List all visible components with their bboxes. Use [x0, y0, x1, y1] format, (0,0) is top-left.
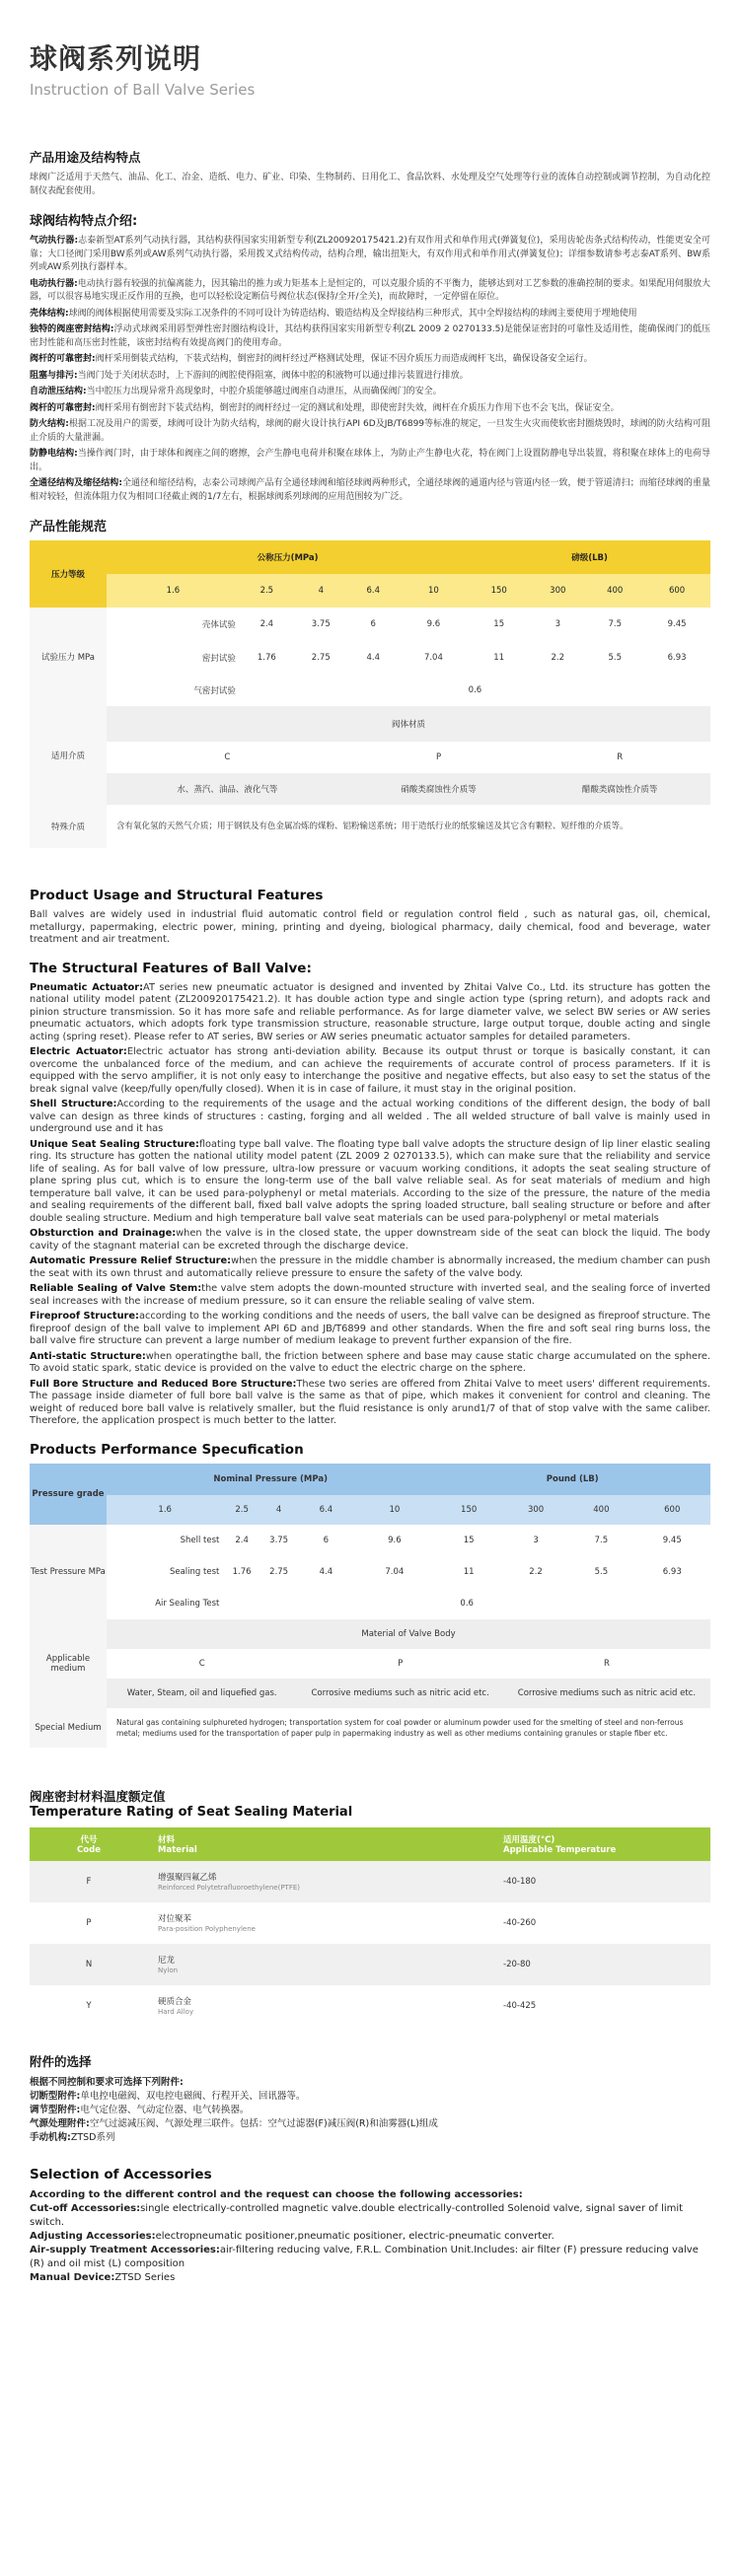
seat-material — [148, 1902, 493, 1944]
seat-material-en: Para-position Polyphenylene — [158, 1925, 256, 1933]
item-label: 阀杆的可靠密封: — [30, 354, 96, 364]
page-title-en: Instruction of Ball Valve Series — [30, 81, 256, 99]
material-code: C — [198, 1658, 205, 1669]
item-text: ZTSD系列 — [70, 2131, 115, 2143]
seal-value: 2.75 — [311, 653, 331, 663]
nominal-value: 4 — [260, 1495, 298, 1525]
seal-value: 6.93 — [667, 653, 687, 663]
item-label: 气动执行器: — [30, 236, 79, 246]
item-text: 单电控电磁阀、双电控电磁阀、行程开关、回讯器等。 — [80, 2090, 306, 2102]
pound-value: 600 — [643, 574, 710, 608]
special-medium-text: 含有氧化氢的天然气介质；用于钢铁及有色金属冶炼的煤粉、铝粉输送系统；用于造纸行业的纸浆输送及其它含有颗粒、短纤维的介质等。 — [116, 821, 629, 831]
en-perf-heading: Products Performance Specufication — [30, 1441, 304, 1458]
material-code: C — [224, 752, 231, 762]
list-item — [30, 386, 710, 399]
nominal-value: 6.4 — [348, 574, 399, 608]
list-item — [30, 2230, 710, 2244]
table-row — [30, 1944, 710, 1985]
seat-code: P — [86, 1917, 92, 1928]
pound-value: 400 — [586, 574, 643, 608]
item-label: Obsturction and Drainage: — [30, 1228, 177, 1239]
list-item — [30, 1228, 710, 1252]
item-text: when operatingthe ball, the friction between sphere and base may cause static charge accumulated on the sphere. To avoid static spark, static device is provided on the valve to educt the electric charge on the sphere. — [30, 1350, 711, 1374]
item-text: 电动执行器有较强的抗偏离能力，因其输出的推力或力矩基本上是恒定的，可以克服介质的不平衡力，能够达到对工艺参数的准确控制的要求。如果配用伺服放大器，可以很容易地实现正反作用的互换，也可以轻松设定断信号阀位状态(保持/全开/全关)，而故障时，一定停留在原位。 — [30, 278, 710, 302]
seat-material-en: Nylon — [158, 1967, 179, 1974]
seal-value: 7.04 — [423, 653, 443, 663]
item-label: 独特的阀座密封结构: — [30, 324, 114, 334]
en-section — [30, 888, 710, 1748]
item-text: 根据工况及用户的需要，球阀可设计为防火结构，球阀的耐火设计执行API 6D及JB/T6899等标准的规定，一旦发生火灾而使软密封圈烧毁时，球阀的防火结构可阻止介质的大量泄漏。 — [30, 419, 710, 443]
pressure-grade-label: 压力等级 — [30, 540, 107, 608]
seal-value: 11 — [493, 653, 505, 663]
seat-code: N — [30, 1944, 148, 1985]
shell-value: 15 — [463, 1535, 475, 1545]
item-label: 壳体结构: — [30, 308, 69, 319]
item-text: AT series new pneumatic actuator is designed and invented by Zhitai Valve Co., Ltd. its structure has gotten the national utility model patent (ZL200920175421.2). It has double action type and single action type (spring return), and adopts rack and pinion structure transmission. So it has more safe and reliable performance. As for large diameter valve, we select BW series or AW series pneumatic actuators, which adopts fork type transmission structure, reasonable structure, large output torque, double acting and single acting (spring reset). Please refer to AT series, BW series or AW series pneumatic actuator samples for detailed parameters. — [30, 981, 710, 1042]
special-medium-label: 特殊介质 — [30, 805, 107, 848]
code-header — [30, 1827, 148, 1861]
material-code: P — [398, 1658, 404, 1669]
seat-temp: -40-260 — [503, 1917, 537, 1928]
seal-value: 5.5 — [594, 1566, 609, 1577]
en-structure-list — [30, 982, 710, 1428]
code-header-cn: 代号 — [80, 1834, 98, 1845]
accessories-cn — [30, 2052, 710, 2145]
list-item — [30, 418, 710, 445]
item-text: the valve stem adopts the down-mounted structure with inverted seal, and the sealing force of inverted seal increases with the increase of medium pressure, so it can ensure the reliable sealing of valve stem. — [30, 1283, 710, 1307]
item-label: 防火结构: — [30, 419, 69, 429]
list-item — [30, 370, 710, 384]
list-item — [30, 2076, 710, 2090]
list-item — [30, 1283, 710, 1308]
shell-test-label: 壳体试验 — [201, 620, 236, 630]
seal-test-label: 密封试验 — [201, 654, 236, 664]
seat-code: F — [30, 1861, 148, 1902]
en-structure-heading: The Structural Features of Ball Valve: — [30, 960, 312, 976]
item-label: 防静电结构: — [30, 449, 78, 459]
item-label: 阀杆的可靠密封: — [30, 402, 96, 413]
seat-code: Y — [86, 2000, 92, 2011]
item-label: 自动泄压结构: — [30, 387, 87, 396]
item-text: 全通径和缩径结构，志泰公司球阀产品有全通径球阀和缩径球阀两种形式，全通径球阀的通道内径与管道内径一致，便于管道清扫；而缩径球阀的重量相对较轻，但流体阻力仅为相同口径截止阀的1/7左右，根据球阀系列球阀的应用范围较为广泛。 — [30, 478, 710, 502]
item-text: 电气定位器、气动定位器、电气转换器。 — [80, 2104, 250, 2115]
list-item — [30, 1311, 710, 1348]
list-item — [30, 323, 710, 350]
seat-material-en: Reinforced Polytetrafluoroethylene(PTFE) — [158, 1884, 301, 1892]
material-header-en: Material — [158, 1844, 197, 1855]
shell-value: 3.75 — [269, 1535, 289, 1545]
accessories-en — [30, 2167, 710, 2285]
nominal-value: 1.6 — [107, 1495, 223, 1525]
item-label: 全通径结构及缩径结构: — [30, 478, 122, 488]
en-perf-table — [30, 1464, 710, 1748]
item-text: 球阀的阀体根据使用需要及实际工况条件的不同可设计为铸造结构、锻造结构及全焊接结构三种形式，其中全焊接结构的球阀主要使用于埋地使用 — [68, 308, 637, 319]
applicable-medium-label: 适用介质 — [30, 706, 107, 805]
seal-value: 2.2 — [529, 1566, 543, 1577]
list-item — [30, 1255, 710, 1280]
shell-value: 9.6 — [426, 619, 441, 629]
item-label: Manual Device: — [30, 2271, 115, 2283]
medium-value: Corrosive mediums such as nitric acid etc. — [297, 1679, 503, 1708]
pound-value: 150 — [434, 1495, 503, 1525]
nominal-value: 10 — [354, 1495, 434, 1525]
item-label: 根据不同控制和要求可选择下列附件: — [30, 2076, 184, 2088]
acc-cn-list — [30, 2076, 710, 2145]
temp-header-en: Applicable Temperature — [503, 1844, 617, 1855]
page-title-cn: 球阀系列说明 — [30, 42, 202, 75]
material-code: P — [435, 752, 442, 762]
item-text: ZTSD Series — [114, 2271, 176, 2283]
en-intro-heading: Product Usage and Structural Features — [30, 888, 324, 903]
list-item — [30, 2244, 710, 2271]
item-text: according to the working conditions and the needs of users, the ball valve can be designed as fireproof structure. The fireproof design of the ball valve to implement API 6D and JB/T6899 and other standards. When the fire and soft seal ring burns loss, the ball valve fire structure can prevent a large number of medium leakage to prevent further expansion of the fire. — [30, 1311, 710, 1346]
medium-value: 醋酸类腐蚀性介质等 — [529, 773, 710, 805]
item-text: 空气过滤减压阀、气源处理三联件。包括：空气过滤器(F)减压阀(R)和油雾器(L)组成 — [89, 2117, 438, 2129]
list-item — [30, 1099, 710, 1136]
air-test-label: 气密封试验 — [193, 686, 236, 696]
item-text: floating type ball valve. The floating type ball valve adopts the structure design of lip liner elastic sealing ring. Its structure has gotten the national utility model patent (ZL 2009 2 0270133.5), which can make sure that the reliability and service life of sealing. As for ball valve of low pressure, ultra-low pressure or vacuum working conditions, it adopts the seat sealing structure of plane spring plus cut, which is to ensure the long-term use of the ball valve reliable seal. As for seat materials of medium and high temperature ball valve, it can be used para-polyphenyl or metal materials. According to the size of the pressure, the nature of the media and sealing requirements of the different ball, fixed ball valve adopts the spring loaded structure, ball sealing structure or before and after double sealing structure. Medium and high temperature ball valve seat materials can be used para-polyphenyl or metal materials — [30, 1138, 710, 1224]
item-label: Air-supply Treatment Accessories: — [30, 2244, 220, 2255]
seat-material-cn: 对位聚苯 — [158, 1914, 192, 1924]
cn-intro-text: 球阀广泛适用于天然气、油品、化工、冶金、造纸、电力、矿业、印染、生物制药、日用化工、食品饮料、水处理及空气处理等行业的流体自动控制或调节控制，为自动化控制仪表配套使用。 — [30, 173, 710, 196]
table-row — [30, 1902, 710, 1944]
applicable-medium-label: Applicable medium — [30, 1619, 107, 1708]
air-test-value: 0.6 — [460, 1598, 474, 1609]
item-label: Electric Actuator: — [30, 1046, 127, 1057]
item-text: 当操作阀门时，由于球体和阀座之间的磨擦，会产生静电电荷并积聚在球体上，为防止产生静电火花，特在阀门上设置防静电导出装置，将积聚在球体上的电荷导出。 — [30, 449, 710, 472]
shell-value: 3.75 — [311, 619, 331, 629]
seal-value: 6.93 — [662, 1566, 682, 1577]
body-material-label: Material of Valve Body — [107, 1619, 710, 1649]
list-item — [30, 353, 710, 367]
item-text: 阀杆采用倒装式结构，下装式结构，倒密封的阀杆经过严格测试处理，保证不因介质压力而造成阀杆飞出，确保设备安全运行。 — [95, 354, 593, 364]
item-label: 阻塞与排污: — [30, 370, 78, 381]
shell-value: 2.4 — [259, 619, 274, 629]
item-text: These two series are offered from Zhitai Valve to meet users' different requirements. The passage inside diameter of full bore ball valve is the same as that of pipe, which makes it convenient for control and cleaning. The weight of reduced bore ball valve is relatively smaller, but the fluid resistance is only arund1/7 of that of stop valve with the same caliber. Therefore, the application prospect is much better to the latter. — [30, 1378, 710, 1426]
seat-section — [30, 1787, 710, 2027]
item-label: Unique Seat Sealing Structure: — [30, 1138, 199, 1150]
list-item — [30, 1046, 710, 1096]
list-item — [30, 1139, 710, 1226]
special-medium-text: Natural gas containing sulphureted hydrogen; transportation system for coal powder or aluminum powder used for the smelting of steel and non-ferrous metal; mediums used for the transportation of paper pulp in papermaking industry as well as other mediums containing granules or staple fiber etc. — [116, 1717, 684, 1738]
seat-material-cn: 尼龙 — [158, 1956, 176, 1966]
seal-value: 1.76 — [232, 1566, 252, 1577]
shell-value: 2.4 — [235, 1535, 249, 1545]
seat-heading-en: Temperature Rating of Seat Sealing Material — [30, 1804, 353, 1820]
seat-table — [30, 1827, 710, 2027]
item-label: Anti-static Structure: — [30, 1350, 146, 1362]
seat-material — [148, 1985, 493, 2027]
nominal-pressure-header: 公称压力(MPa) — [107, 540, 469, 574]
seat-heading-cn: 阀座密封材料温度额定值 — [30, 1788, 166, 1804]
seal-value: 4.4 — [366, 653, 380, 663]
nominal-value: 10 — [399, 574, 469, 608]
item-label: Full Bore Structure and Reduced Bore Structure: — [30, 1378, 297, 1390]
seat-material-en: Hard Alloy — [158, 2008, 194, 2016]
list-item — [30, 2188, 710, 2202]
pound-value: 150 — [469, 574, 529, 608]
shell-value: 6 — [323, 1535, 330, 1545]
shell-value: 7.5 — [594, 1535, 609, 1545]
nominal-value: 4 — [294, 574, 348, 608]
list-item — [30, 235, 710, 275]
seal-value: 4.4 — [319, 1566, 333, 1577]
item-label: Automatic Pressure Relief Structure: — [30, 1255, 232, 1266]
list-item — [30, 278, 710, 305]
seat-material — [148, 1944, 493, 1985]
pound-value: 300 — [529, 574, 586, 608]
item-text: single electrically-controlled magnetic valve.double electrically-controlled Solenoid valve, signal saver of limit switch. — [30, 2202, 684, 2228]
seal-value: 11 — [463, 1566, 475, 1577]
seat-temp: -40-425 — [503, 2000, 537, 2011]
item-label: Pneumatic Actuator: — [30, 981, 144, 993]
shell-value: 9.45 — [667, 619, 687, 629]
item-label: 电动执行器: — [30, 278, 78, 289]
cn-perf-table — [30, 540, 710, 848]
seat-material-cn: 增强聚四氟乙烯 — [158, 1873, 217, 1883]
medium-value: 水、蒸汽、油品、液化气等 — [107, 773, 348, 805]
item-text: Electric actuator has strong anti-deviation ability. Because its output thrust or torque is basically constant, it can overcome the unbalanced force of the medium, and can achieve the requirements of accurate control of process parameters. If it is equipped with the servo amplifier, it is not only easy to interchange the positive and negative effects, but also easy to set the status of the break signal valve (keep/fully open/fully closed). When it is in case of failure, it must stay in the original position. — [30, 1046, 710, 1095]
list-item — [30, 2271, 710, 2285]
list-item — [30, 1379, 710, 1428]
material-header — [148, 1827, 493, 1861]
pound-value: 600 — [634, 1495, 710, 1525]
temp-header — [493, 1827, 710, 1861]
seal-value: 7.04 — [385, 1566, 405, 1577]
list-item — [30, 308, 710, 322]
seat-material — [148, 1861, 493, 1902]
pound-header: Pound (LB) — [434, 1464, 710, 1495]
list-item — [30, 402, 710, 416]
cn-perf-heading: 产品性能规范 — [30, 520, 108, 535]
item-label: Shell Structure: — [30, 1099, 117, 1109]
page-header — [30, 0, 710, 138]
acc-en-heading: Selection of Accessories — [30, 2166, 212, 2182]
test-pressure-label: Test Pressure MPa — [30, 1525, 107, 1619]
item-label: Fireproof Structure: — [30, 1311, 139, 1322]
medium-value: Water, Steam, oil and liquefied gas. — [107, 1679, 297, 1708]
shell-value: 9.45 — [662, 1535, 682, 1545]
cn-structure-heading: 球阀结构特点介绍: — [30, 214, 138, 229]
nominal-value: 6.4 — [297, 1495, 354, 1525]
shell-value: 7.5 — [608, 619, 622, 629]
cn-intro-heading: 产品用途及结构特点 — [30, 150, 141, 165]
acc-en-list — [30, 2188, 710, 2285]
list-item — [30, 982, 710, 1044]
material-code: R — [604, 1658, 610, 1669]
item-label: 调节型附件: — [30, 2104, 81, 2115]
shell-value: 9.6 — [388, 1535, 402, 1545]
shell-test-label: Shell test — [180, 1535, 220, 1545]
item-text: 阀杆采用有倒密封下装式结构，倒密封的阀杆经过一定的测试和处理，即使密封失效，阀杆在介质压力作用下也不会飞出，保证安全。 — [95, 402, 620, 413]
pressure-grade-label: Pressure grade — [30, 1464, 107, 1525]
list-item — [30, 477, 710, 504]
code-header-en: Code — [77, 1844, 101, 1855]
nominal-pressure-header: Nominal Pressure (MPa) — [107, 1464, 434, 1495]
seal-value: 1.76 — [257, 653, 276, 663]
item-label: Cut-off Accessories: — [30, 2202, 141, 2214]
list-item — [30, 2104, 710, 2117]
item-text: 当中腔压力出现异常升高现象时，中腔介质能够越过阀座自动泄压，从而确保阀门的安全。 — [86, 387, 442, 396]
item-text: 志泰新型AT系列气动执行器，其结构获得国家实用新型专利(ZL200920175421.2)有双作用式和单作用式(弹簧复位)，采用齿轮齿条式结构传动，性能更安全可靠；大口径阀门采用BW系列或AW系列气动执行器，采用拨叉式结构传动，结构合理，输出扭矩大，有双作用式和单作用式(弹簧复位)；详细参数请参考志泰AT系列、BW系列或AW系列执行器样本。 — [30, 236, 710, 272]
item-text: 浮动式球阀采用唇型弹性密封圈结构设计，其结构获得国家实用新型专利(ZL 2009 2 0270133.5)是能保证密封的可靠性及适用性，能确保阀门的低压密封性能和高压密封性能，该密封结构有效提高阀门的使用寿命。 — [30, 324, 710, 348]
item-label: According to the different control and the request can choose the following accessories: — [30, 2188, 523, 2200]
acc-cn-heading: 附件的选择 — [30, 2053, 92, 2069]
medium-value: 硝酸类腐蚀性介质等 — [348, 773, 530, 805]
nominal-value: 2.5 — [223, 1495, 260, 1525]
item-label: 气源处理附件: — [30, 2117, 90, 2129]
temp-header-cn: 适用温度(°C) — [503, 1834, 555, 1845]
shell-value: 15 — [493, 619, 505, 629]
body-material-label: 阀体材质 — [107, 706, 710, 742]
pound-value: 300 — [503, 1495, 568, 1525]
seal-value: 2.75 — [269, 1566, 289, 1577]
seal-value: 5.5 — [608, 653, 622, 663]
list-item — [30, 2202, 710, 2230]
material-code: R — [617, 752, 624, 762]
item-text: electropneumatic positioner,pneumatic positioner, electric-pneumatic converter. — [155, 2230, 555, 2242]
seat-temp: -20-80 — [493, 1944, 710, 1985]
table-row — [30, 1861, 710, 1902]
shell-value: 6 — [370, 619, 376, 629]
list-item — [30, 448, 710, 474]
shell-value: 3 — [533, 1535, 539, 1545]
list-item — [30, 2131, 710, 2145]
air-test-label: Air Sealing Test — [155, 1598, 220, 1609]
table-row — [30, 1985, 710, 2027]
test-pressure-label: 试验压力 MPa — [30, 608, 107, 706]
item-text: 当阀门处于关闭状态时，上下游间的阀腔使得阻塞，阀体中腔的积液物可以通过排污装置进行排放。 — [77, 370, 469, 381]
cn-structure-list — [30, 235, 710, 504]
medium-value: Corrosive mediums such as nitric acid etc. — [503, 1679, 710, 1708]
pound-value: 400 — [568, 1495, 633, 1525]
material-header-cn: 材料 — [158, 1834, 176, 1845]
nominal-value: 1.6 — [107, 574, 240, 608]
shell-value: 3 — [555, 619, 560, 629]
air-test-value: 0.6 — [468, 685, 482, 695]
list-item — [30, 2117, 710, 2131]
nominal-value: 2.5 — [240, 574, 294, 608]
item-text: when the valve is in the closed state, the upper downstream side of the seat can block the liquid. The body cavity of the stagnant material can be excreted through the discharge device. — [30, 1228, 710, 1252]
item-text: when the pressure in the middle chamber is abnormally increased, the medium chamber can push the seat with its own thrust and automatically relieve pressure to ensure the safety of the valve body. — [30, 1255, 711, 1279]
item-label: Reliable Sealing of Valve Stem: — [30, 1283, 202, 1294]
item-text: air-filtering reducing valve, F.R.L. Combination Unit.Includes: air filter (F) pressure reducing valve (R) and oil mist (L) composition — [30, 2244, 699, 2269]
seal-test-label: Sealing test — [169, 1566, 220, 1577]
item-label: 手动机构: — [30, 2131, 71, 2143]
en-intro-text: Ball valves are widely used in industrial fluid automatic control field or regulation control field , such as natural gas, oil, chemical, metallurgy, papermaking, electric power, mining, printing and dyeing, biological pharmacy, daily chemical, food and beverage, water treatment and air treatment. — [30, 909, 710, 945]
item-label: Adjusting Accessories: — [30, 2230, 156, 2242]
seat-temp: -40-180 — [493, 1861, 710, 1902]
seat-material-cn: 硬质合金 — [158, 1997, 192, 2007]
seal-value: 2.2 — [551, 653, 565, 663]
special-medium-label: Special Medium — [30, 1708, 107, 1748]
list-item — [30, 2090, 710, 2104]
list-item — [30, 1351, 710, 1376]
item-text: According to the requirements of the usage and the actual working conditions of the different design, the body of ball valve can design as three kinds of structures : casting, forging and all welded . The all welded structure of ball valve is mainly used in underground use and it has — [30, 1099, 710, 1134]
pound-header: 磅级(LB) — [469, 540, 710, 574]
item-label: 切断型附件: — [30, 2090, 81, 2102]
